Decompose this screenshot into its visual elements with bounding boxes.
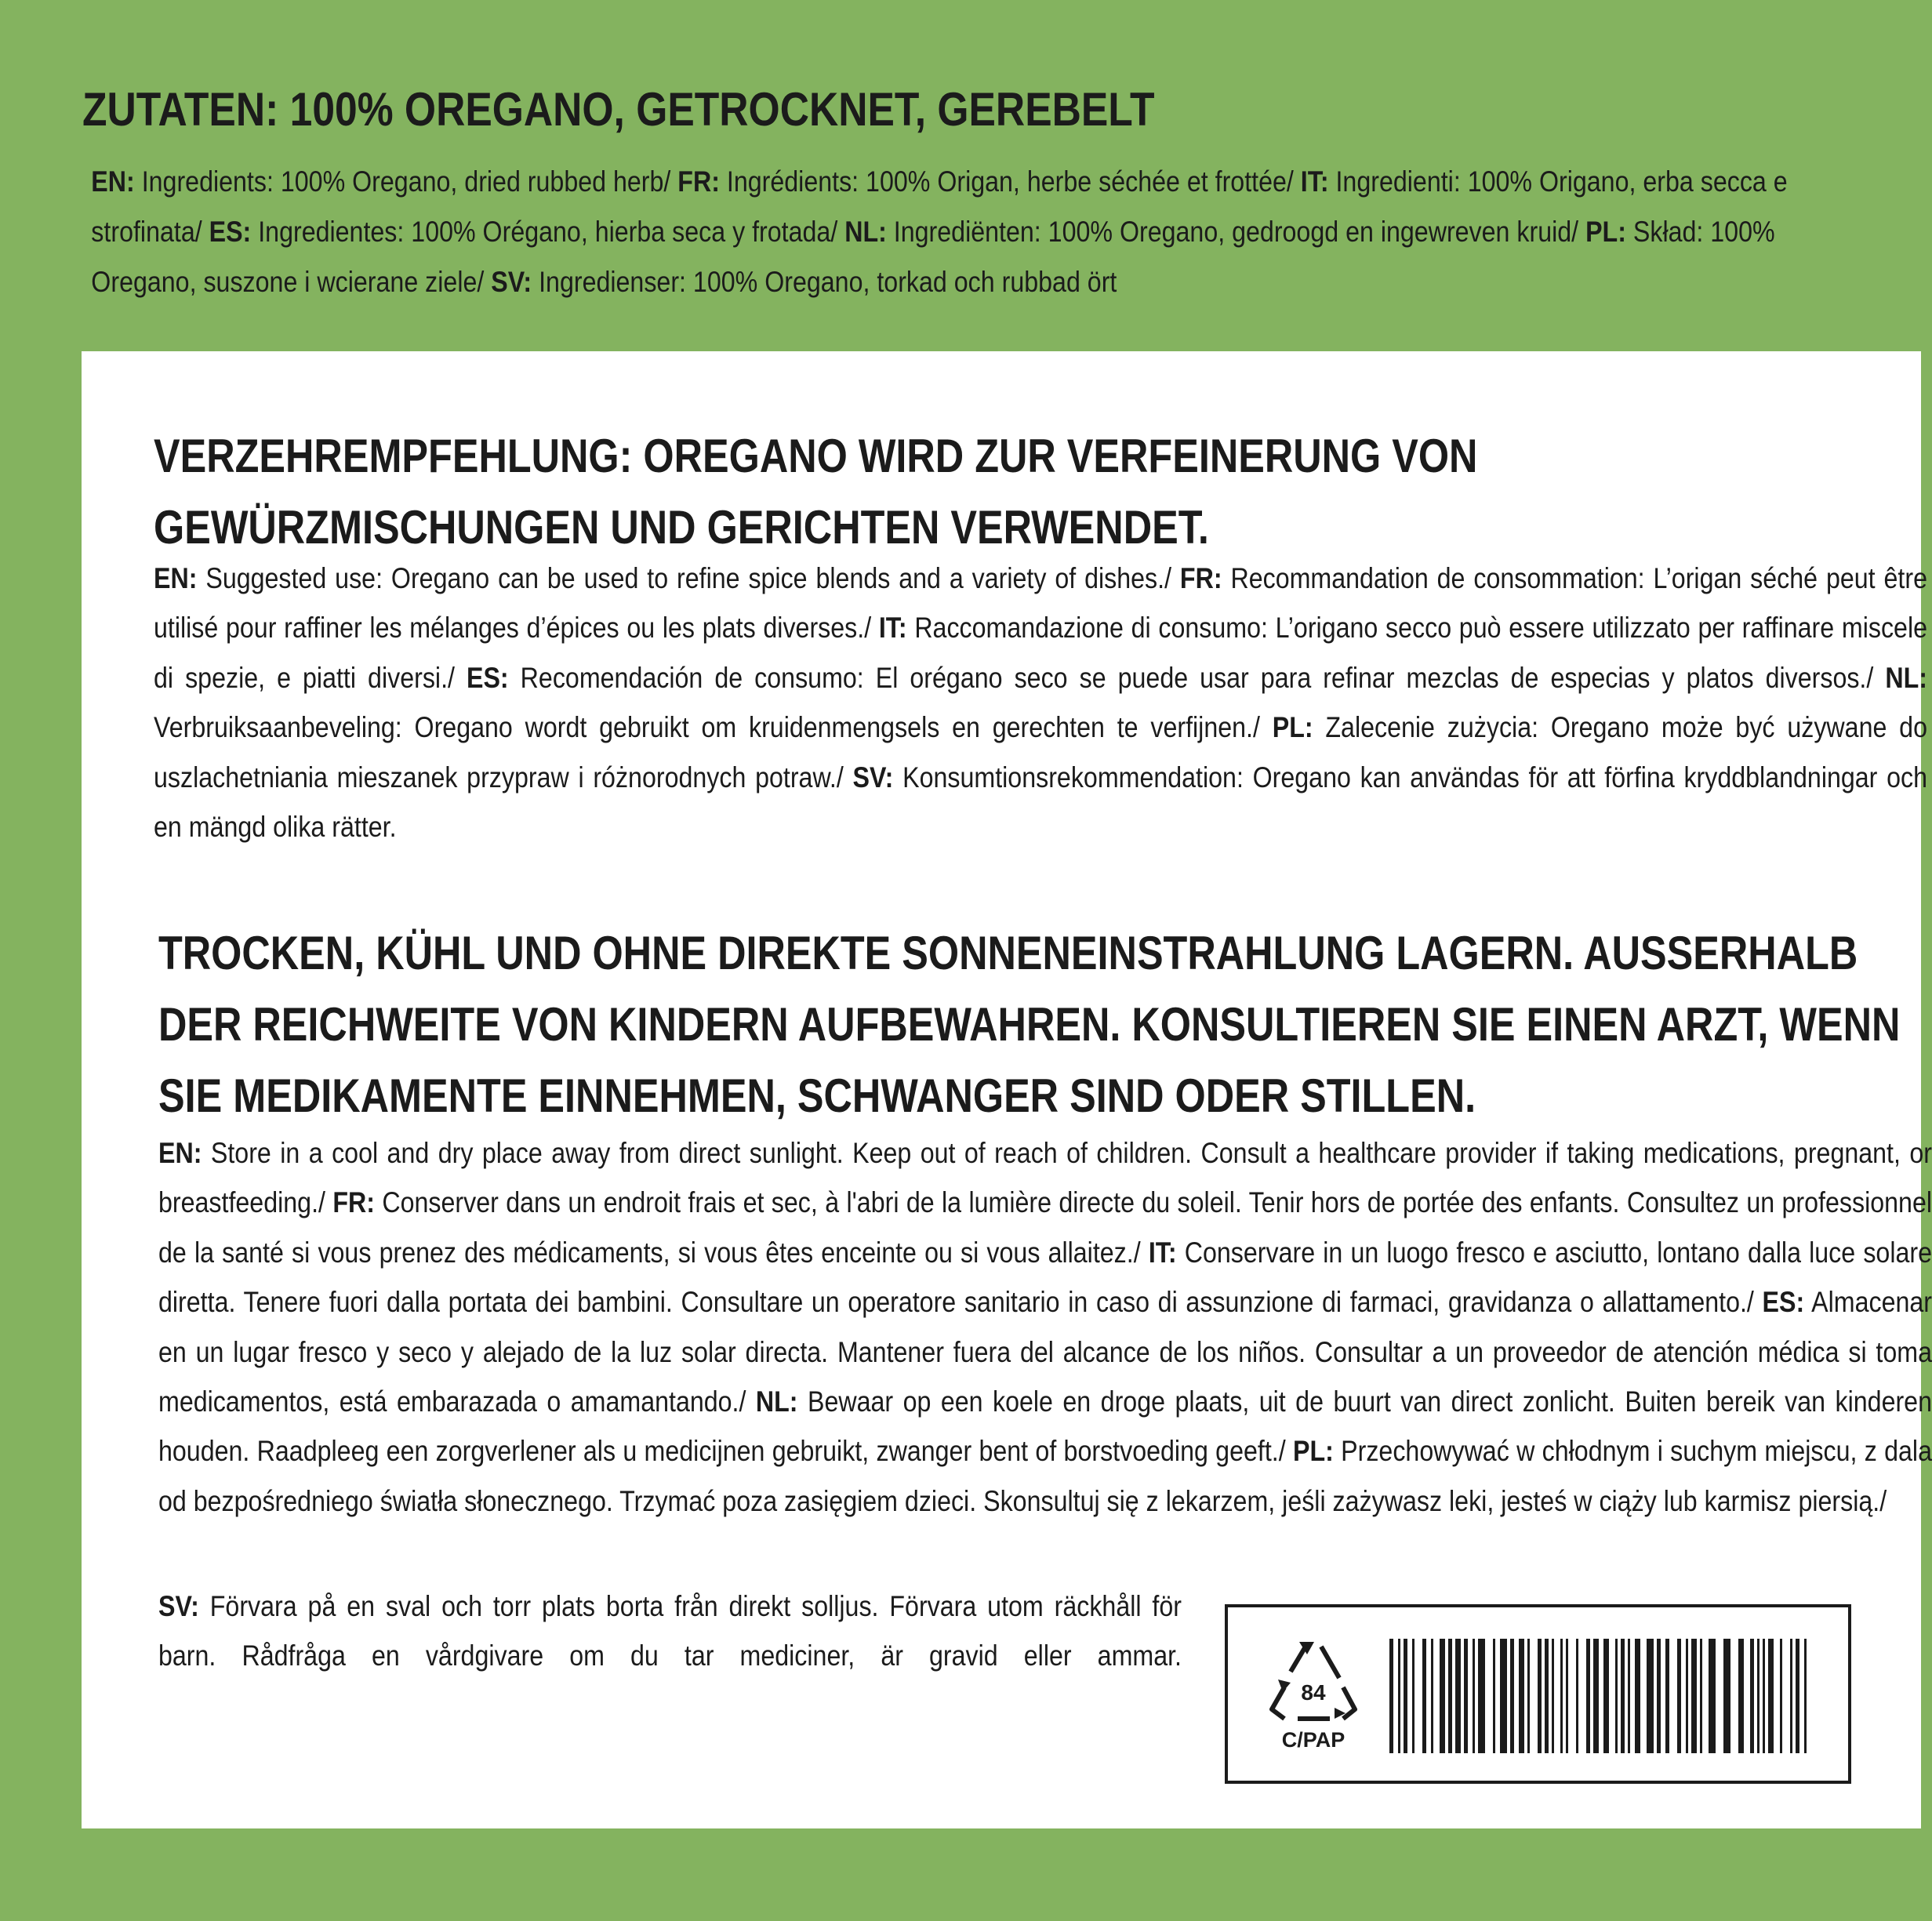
use-es: Recomendación de consumo: El orégano seco se puede usar para refinar mezclas de especias y platos diversos./ [508, 661, 1886, 694]
packaging-label-box [1225, 1604, 1851, 1784]
ingredients-sv: Ingredienser: 100% Oregano, torkad och rubbad ört [532, 266, 1117, 298]
recycling-code: 84 [1301, 1680, 1326, 1705]
storage-sv-paragraph [158, 1581, 1182, 1681]
storage-heading: TROCKEN, KÜHL UND OHNE DIREKTE SONNENEINSTRAHLUNG LAGERN. AUSSERHALB DER REICHWEITE VON KINDERN AUFBEWAHREN. KONSULTIEREN SIE EINEN ARZT, WENN SIE MEDIKAMENTE EINNEHMEN, SCHWANGER SIND ODER STILLEN. [158, 927, 1901, 1122]
lang-code-it: IT: [1148, 1236, 1177, 1269]
storage-section [158, 917, 1932, 1526]
use-pl: Zalecenie zużycia: Oregano może być używane do uszlachetniania mieszanek przypraw i różnorodnych potraw./ [154, 711, 1927, 793]
lang-code-es: ES: [1762, 1286, 1805, 1319]
barcode-bars [1389, 1639, 1807, 1753]
lang-code-en: EN: [91, 165, 135, 198]
lang-code-fr: FR: [677, 165, 720, 198]
info-panel [82, 351, 1932, 1828]
recycling-triangle-icon [1262, 1637, 1364, 1755]
ingredients-nl: Ingrediënten: 100% Oregano, gedroogd en ingewreven kruid/ [886, 216, 1586, 248]
storage-fr: Conserver dans un endroit frais et sec, à l'abri de la lumière directe du soleil. Tenir hors de portée des enfants. Consultez un professionnel de la santé si vous prenez des médicaments, si vous êtes enceinte ou si vous allaitez./ [158, 1186, 1932, 1269]
storage-translations [158, 1128, 1932, 1526]
lang-code-sv: SV: [491, 266, 532, 298]
lang-code-fr: FR: [332, 1186, 375, 1219]
recycle-arrow-bottom-right [1343, 1687, 1355, 1719]
ingredients-section [82, 77, 1878, 307]
lang-code-pl: PL: [1272, 711, 1313, 744]
storage-es: Almacenar en un lugar fresco y seco y alejado de la luz solar directa. Mantener fuera del alcance de los niños. Consultar a un proveedor de atención médica si toma medicamentos, está embarazada o amamantando./ [158, 1286, 1932, 1418]
storage-en: Store in a cool and dry place away from direct sunlight. Keep out of reach of children. Consult a healthcare provider if taking medications, pregnant, or breastfeeding./ [158, 1137, 1932, 1219]
ingredients-it: Ingredienti: 100% Origano, erba secca e strofinata/ [91, 165, 1788, 248]
lang-code-es: ES: [209, 216, 252, 248]
lang-code-en: EN: [154, 562, 198, 594]
ingredients-fr: Ingrédients: 100% Origan, herbe séchée et frottée/ [719, 165, 1301, 198]
lang-code-sv: SV: [852, 761, 894, 793]
recycle-arrow-left [1291, 1647, 1306, 1672]
storage-pl: Przechowywać w chłodnym i suchym miejscu, z dala od bezpośredniego światła słonecznego. Trzymać poza zasięgiem dzieci. Skonsultuj się z lekarzem, jeśli zażywasz leki, jesteś w ciąży lub karmisz piersią./ [158, 1435, 1932, 1517]
ingredients-translations [82, 157, 1861, 307]
use-nl: Verbruiksaanbeveling: Oregano wordt gebruikt om kruidenmengsels en gerechten te verfijnen./ [154, 711, 1273, 744]
lang-code-sv: SV: [158, 1590, 199, 1622]
lang-code-es: ES: [466, 661, 509, 694]
storage-it: Conservare in un luogo fresco e asciutto, lontano dalla luce solare diretta. Tenere fuori dalla portata dei bambini. Consultare un operatore sanitario in caso di assunzione di farmaci, gravidanza o allattamento./ [158, 1236, 1932, 1319]
lang-code-it: IT: [878, 612, 907, 645]
ingredients-pl: Skład: 100% Oregano, suszone i wcierane ziele/ [91, 216, 1775, 298]
suggested-use-heading: VERZEHREMPFEHLUNG: OREGANO WIRD ZUR VERFEINERUNG VON GEWÜRZMISCHUNGEN UND GERICHTEN VERWENDET. [154, 430, 1478, 554]
ingredients-heading: ZUTATEN: 100% OREGANO, GETROCKNET, GEREBELT [82, 83, 1155, 136]
lang-code-fr: FR: [1179, 562, 1222, 594]
storage-sv-block [158, 1581, 1184, 1681]
lang-code-nl: NL: [1885, 661, 1927, 694]
lang-code-nl: NL: [844, 216, 887, 248]
lang-code-pl: PL: [1585, 216, 1626, 248]
storage-sv: Förvara på en sval och torr plats borta från direkt solljus. Förvara utom räckhåll för barn. Rådfråga en vårdgivare om du tar mediciner, är gravid eller ammar. [158, 1590, 1182, 1672]
use-it: Raccomandazione di consumo: L’origano secco può essere utilizzato per raffinare miscele di spezie, e piatti diversi./ [154, 612, 1927, 694]
storage-nl: Bewaar op een koele en droge plaats, uit de buurt van direct zonlicht. Buiten bereik van kinderen houden. Raadpleeg een zorgverlener als u medicijnen gebruikt, zwanger bent of borstvoeding geeft./ [158, 1385, 1932, 1468]
lang-code-it: IT: [1300, 165, 1329, 198]
recycle-arrow-right [1321, 1647, 1339, 1678]
ingredients-en: Ingredients: 100% Oregano, dried rubbed herb/ [134, 165, 678, 198]
use-en: Suggested use: Oregano can be used to refine spice blends and a variety of dishes./ [197, 562, 1180, 594]
suggested-use-translations [154, 554, 1927, 852]
barcode [1389, 1639, 1818, 1753]
use-fr: Recommandation de consommation: L’origan séché peut être utilisé pour raffiner les mélanges d’épices ou les plats diverses./ [154, 562, 1927, 645]
recycle-arrow-bottom-left [1272, 1687, 1284, 1719]
recycling-material: C/PAP [1281, 1728, 1346, 1752]
use-sv: Konsumtionsrekommendation: Oregano kan användas för att förfina kryddblandningar och en mängd olika rätter. [154, 761, 1928, 844]
ingredients-es: Ingredientes: 100% Orégano, hierba seca y frotada/ [251, 216, 845, 248]
lang-code-pl: PL: [1292, 1435, 1334, 1468]
lang-code-nl: NL: [755, 1385, 798, 1418]
suggested-use-section [154, 420, 1927, 852]
lang-code-en: EN: [158, 1137, 202, 1169]
